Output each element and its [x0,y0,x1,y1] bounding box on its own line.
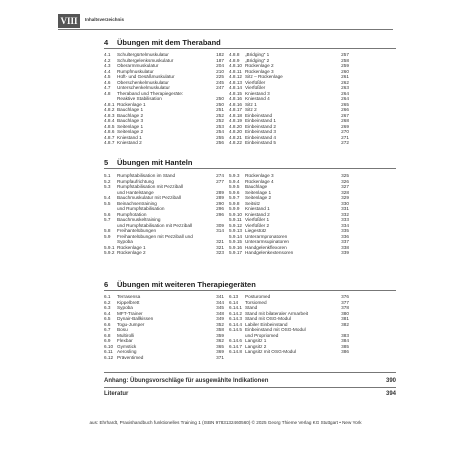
toc-entry-number: 4.8.21 [229,134,243,140]
toc-entry-title: Rumpfaufrichtung [117,178,154,184]
toc-entry-page: 327 [341,184,349,189]
toc-entry-number: 6.14.5 [229,327,243,332]
toc-entry-title: Handgelenkflexoren [245,244,287,250]
toc-entry [104,140,224,146]
section-heading: 6 Übungen mit weiteren Therapiegeräten [104,280,256,289]
toc-entry-title: Schultergürtelmuskulatur [117,52,169,57]
toc-entry-number: 4.8.20 [229,129,243,134]
toc-entry-page: 345 [216,305,224,310]
toc-entry-title: „Bridging“ 1 [245,52,270,57]
toc-entry [229,349,349,355]
toc-entry-title: Freihantelübungen mit Pezziball und [117,233,193,239]
toc-entry-title: Sitz – Rückenlage [245,74,283,79]
toc-entry-title: Rückenlage 3 [245,173,274,178]
toc-entry-title: Bauchlage 2 [117,112,144,118]
toc-entry-page: 267 [341,112,349,118]
toc-entry-page: 247 [216,85,224,90]
toc-entry-title: Togu-Jumper [117,321,145,327]
toc-entry-page: 323 [216,250,224,255]
toc-entry-number: 6.12 [104,354,114,360]
toc-entry-title: Reaktive Stabilisation [117,96,162,101]
toc-entry-number: 4.8.18 [229,112,243,118]
toc-entry-number: 5.9.13 [229,228,243,233]
toc-entry-page: 261 [341,74,349,79]
toc-entry-title: Rückenlage 4 [245,178,274,184]
toc-entry-page: 289 [216,189,224,195]
toc-entry-title: Labiler Einbeinstand [245,321,288,327]
toc-entry-page: 252 [216,112,224,118]
toc-entry-page: 252 [216,118,224,123]
toc-column-left [104,294,224,360]
toc-entry-title: Rumpfrotation [117,211,147,217]
toc-entry-number: 6.8 [104,332,111,338]
toc-entry-page: 250 [216,96,224,101]
copyright-footer: aus: Ehrhardt, Praxishandbuch funktionelles Training 1 (ISBN 9783132460560) © 2025 Georg Thieme Verlag KG Stuttgart • New York [89,420,362,425]
toc-entry-title: Einbeinstand 1 [245,118,277,123]
toc-entry-page: 382 [341,321,349,327]
toc-entry-number: 6.3 [104,305,111,310]
toc-entry-page: 384 [341,338,349,343]
toc-entry-number: 4.8.22 [229,140,243,145]
toc-entry-title: Stand mit OSG-Modul [245,316,291,321]
toc-entry-number: 5.9.6 [229,189,240,195]
toc-entry-number: 5.9 [104,233,111,239]
toc-entry-title: Einbeinstand 5 [245,140,277,145]
toc-entry-number: 4.8.17 [229,107,243,112]
toc-entry-page: 187 [216,57,224,63]
toc-entry-number: 6.9 [104,338,111,343]
toc-entry-title: Seitenlage 2 [245,195,272,200]
toc-entry-page: 321 [216,244,224,250]
section-heading: 4 Übungen mit dem Theraband [104,38,221,47]
toc-entry-page: 296 [216,206,224,211]
toc-entry-number: 6.14 [229,299,239,305]
toc-entry-title: Rückenlage 2 [245,63,274,68]
toc-entry-number: 4.8.11 [229,68,242,74]
toc-entry-number: 5.9.1 [104,244,115,250]
toc-entry-title: Rumpfmuskulatur [117,68,154,74]
toc-entry-page: 258 [341,57,349,63]
toc-entry-number: 5.9.2 [104,250,115,255]
toc-entry-title: Theraband und Therapiegeräte: [117,90,184,96]
toc-column-right [229,52,349,146]
toc-entry-number: 6.4 [104,310,111,316]
toc-entry-page: 290 [216,200,224,206]
toc-entry-page: 358 [216,327,224,332]
toc-entry-page: 371 [216,354,224,360]
toc-entry-page: 348 [216,310,224,316]
toc-entry-title: Bauchlage 3 [117,118,144,123]
toc-entry-number: 5.9.16 [229,244,243,250]
toc-entry-page: 255 [216,134,224,140]
toc-entry-page: 265 [341,101,349,107]
toc-entry-number: 5.9.14 [229,233,243,239]
toc-entry-page: 253 [216,123,224,129]
toc-entry-page: 339 [341,250,349,255]
toc-column-left [104,173,224,256]
toc-entry-number: 5.4 [104,195,111,200]
toc-entry-page: 262 [341,79,349,85]
toc-entry-title: Seitenlage 1 [245,189,272,195]
section-rule [104,387,396,388]
toc-entry-page: 269 [341,123,349,129]
toc-entry-title: Einbeinstand 3 [245,129,277,134]
toc-entry-page: 325 [341,173,349,178]
toc-entry-number: 6.2 [104,299,111,305]
toc-entry-number: 4.8.10 [229,63,243,68]
toc-entry-number: 4.7 [104,85,111,90]
toc-entry-number: 6.6 [104,321,111,327]
toc-entry-page: 314 [216,228,224,233]
toc-entry-page: 245 [216,79,224,85]
toc-entry-number: 5.1 [104,173,111,178]
toc-entry-page: 309 [216,222,224,228]
toc-column-right [229,294,349,355]
toc-entry-page: 338 [341,244,349,250]
toc-entry-number: 4.8.16 [229,96,243,101]
toc-entry-page: 359 [216,332,224,338]
toc-entry-title: Unterarmsupinatoren [245,239,290,244]
toc-entry-number: 4.8.16 [229,101,243,107]
toc-entry-title: Kippelbrett [117,299,140,305]
toc-entry-page: 270 [341,129,349,134]
toc-entry-page: 272 [341,140,349,145]
toc-entry-title: Seitenlage 2 [117,129,144,134]
toc-column-left [104,52,224,146]
section-rule [104,48,396,49]
toc-entry-title: Oberarmmuskulatur [117,63,159,68]
toc-entry-page: 264 [341,90,349,96]
toc-entry-number: 5.5 [104,200,111,206]
toc-entry-title: Rückenlage 1 [117,101,146,107]
toc-entry-page: 380 [341,310,349,316]
toc-entry-title: und Hantelstange [117,189,154,195]
toc-entry-title: Vierfüßler [245,79,266,85]
toc-entry-page: 376 [341,294,349,299]
toc-entry-page: 378 [341,305,349,310]
toc-entry-title: Vierfüßler 1 [245,217,270,222]
toc-entry-title: Kniestand 2 [117,140,142,145]
toc-entry-page: 266 [341,107,349,112]
toc-entry-title: Langsitz mit OSG-Modul [245,349,297,354]
toc-entry-page: 204 [216,63,224,68]
toc-entry-page: 271 [341,134,349,140]
toc-entry-number: 5.7 [104,217,111,222]
toc-entry-title: Posturomed [245,294,271,299]
toc-entry-number: 5.8 [104,228,111,233]
toc-entry-number: 6.10 [104,343,114,349]
toc-entry-page: 330 [341,200,349,206]
toc-entry-title: Rumpfstabilisation im Stand [117,173,176,178]
toc-entry-page: 352 [216,321,224,327]
toc-entry-title: Vierfüßler [245,85,266,90]
toc-entry-title: Langsitz 2 [245,343,267,349]
toc-entry-page: 251 [216,107,224,112]
toc-entry-page: 289 [216,195,224,200]
toc-entry-title: Kniestand 3 [245,90,270,96]
toc-entry-page: 336 [341,233,349,239]
toc-entry-title: Kniestand 1 [245,206,270,211]
toc-entry-title: Stand mit bilateraler Armarbeit [245,310,309,316]
toc-entry-title: Handgelenkextensoren [245,250,294,255]
toc-entry-title: Multirolli [117,332,135,338]
toc-entry-title: Freihantelübungen [117,228,157,233]
toc-entry-number: 6.11 [104,349,113,354]
toc-entry-number: 5.3 [104,184,111,189]
toc-entry-title: Rumpfstabilisation mit Pezziball [117,184,183,189]
toc-entry-page: 362 [216,338,224,343]
toc-entry-page: 369 [216,349,224,354]
toc-entry-title: Bauchmuskulatur mit Pezziball [117,195,181,200]
toc-entry-number: 4.8.15 [229,90,243,96]
toc-entry-number: 6.14.8 [229,349,243,354]
toc-entry-number: 4.8.19 [229,118,243,123]
toc-entry-number: 5.2 [104,178,111,184]
toc-entry-page: 326 [341,178,349,184]
toc-entry-number: 6.14.1 [229,305,243,310]
toc-entry-page: 349 [216,316,224,321]
toc-entry-title: Einbeinstand mit OSG-Modul [245,327,306,332]
toc-entry-number: 5.9.4 [229,178,240,184]
toc-entry-page: 256 [216,140,224,145]
toc-entry-title: Sypoba [117,239,133,244]
toc-entry-number: 4.6 [104,79,111,85]
toc-entry-page: 264 [341,96,349,101]
toc-entry-number: 4.8.9 [229,57,240,63]
toc-entry-number: 4.4 [104,68,111,74]
toc-entry-page: 277 [216,178,224,184]
toc-entry [104,250,224,256]
toc-entry-title: Terrasensa [117,294,141,299]
toc-entry-page: 274 [216,173,224,178]
toc-entry-title: Langsitz 1 [245,338,267,343]
toc-entry-number: 6.14.4 [229,321,243,327]
toc-entry-number: 4.8.2 [104,107,115,112]
section-rule [104,372,396,373]
toc-entry-title: Sitz 1 [245,101,257,107]
toc-entry-number: 4.5 [104,74,111,79]
toc-entry-page: 334 [341,222,349,228]
toc-entry-page: 341 [216,294,224,299]
toc-entry-title: Unterarmpronatoren [245,233,288,239]
toc-entry-number: 5.6 [104,211,111,217]
toc-entry-number: 4.1 [104,52,111,57]
toc-entry-page: 250 [216,101,224,107]
toc-entry-title: Kniestand 1 [117,134,142,140]
toc-entry-page: 263 [341,85,349,90]
toc-entry-title: Einbeinstand 4 [245,134,277,140]
toc-entry-title: Stand [245,305,258,310]
toc-entry-number: 5.9.7 [229,195,240,200]
toc-entry-title: Sypoba [117,305,133,310]
toc-entry-number: 6.14.2 [229,310,243,316]
toc-entry-page: 344 [216,299,224,305]
toc-entry-page: 331 [341,206,349,211]
toc-literature: Literatur 394 [104,391,396,397]
toc-entry-number: 6.13 [229,294,239,299]
toc-entry-title: MFT-Trainer [117,310,143,316]
section-rule [104,168,396,169]
toc-entry-page: 385 [341,343,349,349]
toc-entry-page: 386 [341,349,349,354]
toc-entry-title: Liegestütz [245,228,267,233]
toc-entry [229,140,349,146]
toc-entry-number: 4.8.4 [104,118,115,123]
toc-entry-number: 5.9.17 [229,250,243,255]
toc-entry-title: Rückenlage 3 [245,68,274,74]
toc-entry-title: Beinachsentraining [117,200,157,206]
toc-entry-page: 377 [341,299,349,305]
toc-entry-title: Einbeinstand 2 [245,123,277,129]
toc-entry-number: 4.8.3 [104,112,115,118]
toc-entry-number: 5.9.8 [229,200,240,206]
toc-entry-number: 5.9.15 [229,239,243,244]
toc-entry-page: 381 [341,316,349,321]
toc-entry-title: Präventimed [117,354,144,360]
toc-entry-title: Seitenlage 1 [117,123,144,129]
toc-entry-title: „Bridging“ 2 [245,57,270,63]
toc-entry [104,355,224,361]
toc-entry-page: 225 [216,74,224,79]
toc-appendix: Anhang: Übungsvorschläge für ausgewählte Indikationen 390 [104,378,396,384]
page-header [58,14,393,30]
toc-entry-number: 4.8.1 [104,101,115,107]
toc-entry-title: Kniestand 4 [245,96,270,101]
toc-entry-page: 321 [216,239,224,244]
toc-entry-title: Einbeinstand [245,112,273,118]
toc-entry-number: 4.8.12 [229,74,243,79]
toc-entry-page: 182 [216,52,224,57]
toc-entry-number: 4.8.13 [229,79,243,85]
toc-entry-page: 332 [341,211,349,217]
toc-entry-number: 4.8.8 [229,52,240,57]
toc-entry-number: 6.7 [104,327,111,332]
toc-entry-title: und Propriomed [245,332,279,338]
toc-entry-number: 5.9.5 [229,184,240,189]
toc-entry-title: Seitsitz [245,200,261,206]
toc-entry [229,250,349,256]
toc-entry-title: Rückenlage 2 [117,250,146,255]
toc-entry-number: 6.14.6 [229,338,243,343]
toc-entry-number: 6.14.3 [229,316,243,321]
toc-entry-title: Dynair-Ballkissen [117,316,154,321]
toc-entry-number: 5.9.3 [229,173,240,178]
toc-entry-page: 254 [216,129,224,134]
toc-entry-title: Unterschenkelmuskulatur [117,85,170,90]
toc-entry-title: Aerosling [117,349,137,354]
toc-entry-page: 260 [341,68,349,74]
toc-entry-title: Vierfüßler 2 [245,222,270,228]
toc-entry-page: 335 [341,228,349,233]
toc-entry-number: 4.8 [104,90,111,96]
toc-entry-number: 5.9.11 [229,217,242,222]
toc-entry-page: 268 [341,118,349,123]
toc-entry-page: 296 [216,211,224,217]
toc-entry-number: 5.9.9 [229,206,240,211]
running-head: Inhaltsverzeichnis [85,17,125,22]
toc-entry-title: Sitz 2 [245,107,257,112]
toc-entry-number: 4.2 [104,57,111,63]
toc-entry-number: 6.1 [104,294,111,299]
toc-entry-page: 337 [341,239,349,244]
toc-entry-number: 4.3 [104,63,111,68]
toc-entry-number: 4.8.14 [229,85,243,90]
toc-entry-page: 383 [341,332,349,338]
toc-entry-page: 333 [341,217,349,222]
toc-entry-number: 6.14.7 [229,343,243,349]
toc-entry-number: 4.8.6 [104,129,115,134]
toc-entry-page: 328 [341,189,349,195]
toc-entry-title: Flexbar [117,338,133,343]
toc-entry-title: Oberschenkelmuskulatur [117,79,169,85]
toc-entry-title: und Rumpfstabilisation mit Pezziball [117,222,193,228]
toc-entry-number: 5.9.12 [229,222,243,228]
toc-entry-page: 329 [341,195,349,200]
section-heading: 5 Übungen mit Hanteln [104,158,193,167]
toc-entry-page: 365 [216,343,224,349]
toc-entry-title: Torsiomed [245,299,267,305]
toc-entry-number: 4.8.7 [104,134,115,140]
toc-entry-title: Bosu [117,327,128,332]
toc-entry-title: Hüft- und Gesäßmuskulatur [117,74,175,79]
toc-entry-title: Bauchlage 1 [117,107,144,112]
toc-entry-title: Schultergelenksmuskulatur [117,57,174,63]
toc-entry-page: 210 [216,68,224,74]
page-number: VIII [58,14,80,28]
toc-entry-title: Gymstick [117,343,137,349]
toc-entry-title: und Rumpfstabilisation [117,206,165,211]
toc-entry-number: 4.8.20 [229,123,243,129]
toc-entry-number: 6.5 [104,316,111,321]
toc-entry-page: 257 [341,52,349,57]
toc-entry-number: 4.8.5 [104,123,115,129]
section-rule [104,290,396,291]
toc-entry-title: Rückenlage 1 [117,244,146,250]
toc-entry-title: Kniestand 2 [245,211,270,217]
toc-entry-title: Bauchmuskeltraining [117,217,161,222]
toc-column-right [229,173,349,256]
toc-entry-page: 259 [341,63,349,68]
toc-entry-number: 4.8.7 [104,140,115,145]
toc-entry-number: 5.9.10 [229,211,243,217]
toc-entry-title: Bauchlage [245,184,268,189]
